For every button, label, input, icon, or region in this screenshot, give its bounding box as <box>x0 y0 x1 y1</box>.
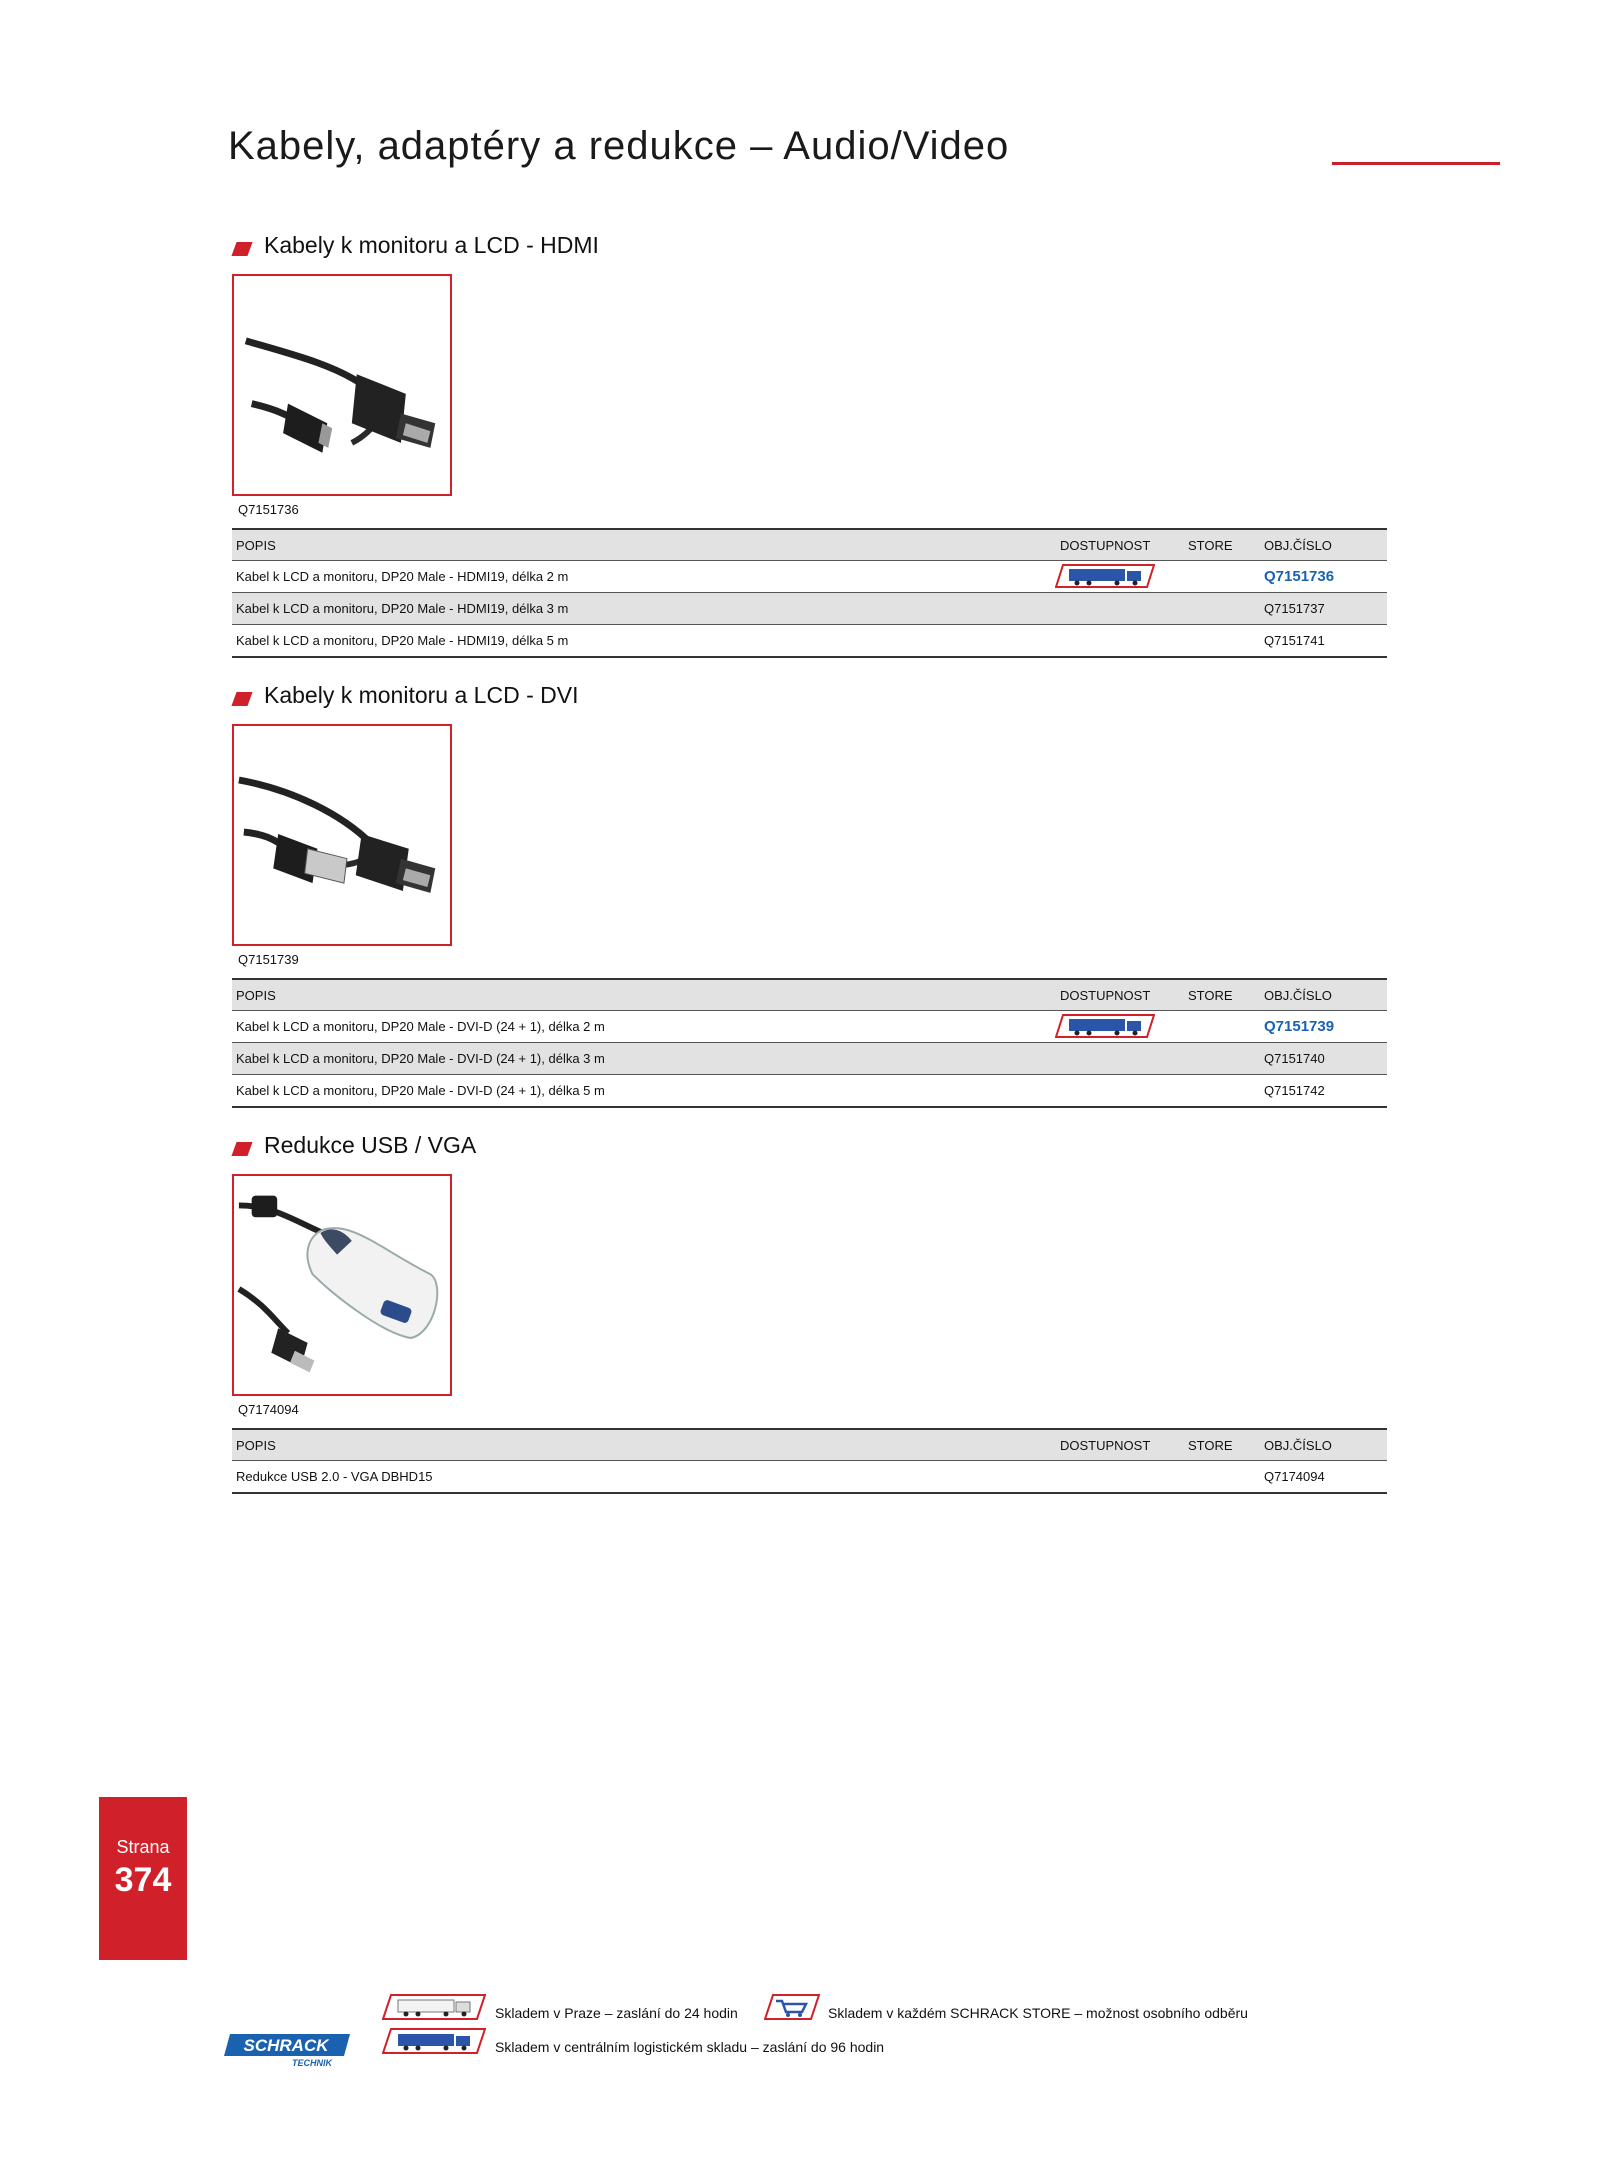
legend-prague: Skladem v Praze – zaslání do 24 hodin <box>495 2005 738 2021</box>
cable-dp-dvi-illustration <box>234 726 450 944</box>
page-number: 374 <box>114 1861 172 1899</box>
col-dostupnost: DOSTUPNOST <box>1060 1438 1151 1453</box>
product-code: Q7151740 <box>1264 1051 1325 1066</box>
section-header <box>232 682 1387 722</box>
product-code: Q7151741 <box>1264 633 1325 648</box>
table-header <box>232 980 1387 1011</box>
table-row <box>232 593 1387 625</box>
product-code: Q7174094 <box>1264 1469 1325 1484</box>
table-row <box>232 1011 1387 1043</box>
col-popis: POPIS <box>236 538 276 553</box>
legend-central: Skladem v centrálním logistickém skladu – zaslání do 96 hodin <box>495 2039 885 2055</box>
page-title: Kabely, adaptéry a redukce – Audio/Video <box>228 124 1010 168</box>
truck-icon <box>1055 564 1155 588</box>
cable-dp-hdmi-illustration <box>234 276 450 494</box>
col-obj: OBJ.ČÍSLO <box>1264 988 1332 1003</box>
table-header <box>232 1430 1387 1461</box>
product-code-link[interactable]: Q7151736 <box>1264 568 1335 585</box>
product-table <box>232 1428 1387 1494</box>
col-popis: POPIS <box>236 988 276 1003</box>
section-title: Redukce USB / VGA <box>264 1132 477 1158</box>
bullet-icon <box>231 692 252 706</box>
section-title: Kabely k monitoru a LCD - DVI <box>264 682 579 708</box>
col-obj: OBJ.ČÍSLO <box>1264 1438 1332 1453</box>
row-popis: Kabel k LCD a monitoru, DP20 Male - HDMI19, délka 2 m <box>236 569 569 584</box>
image-code: Q7151736 <box>238 502 299 517</box>
title-rule <box>1332 162 1500 165</box>
legend-store: Skladem v každém SCHRACK STORE – možnost osobního odběru <box>828 2005 1248 2021</box>
truck-central-icon <box>382 2028 486 2054</box>
col-obj: OBJ.ČÍSLO <box>1264 538 1332 553</box>
col-store: STORE <box>1188 1438 1233 1453</box>
product-image <box>232 724 452 946</box>
section-title: Kabely k monitoru a LCD - HDMI <box>264 232 599 258</box>
table-header <box>232 530 1387 561</box>
logo-sub: TECHNIK <box>292 2058 332 2068</box>
section-usb-vga <box>232 1132 1387 1484</box>
col-store: STORE <box>1188 538 1233 553</box>
usb-vga-adapter-illustration <box>234 1176 450 1394</box>
table-row <box>232 561 1387 593</box>
product-code: Q7151737 <box>1264 601 1325 616</box>
product-table <box>232 528 1387 658</box>
table-row <box>232 1043 1387 1075</box>
row-popis: Kabel k LCD a monitoru, DP20 Male - HDMI19, délka 5 m <box>236 633 569 648</box>
row-popis: Kabel k LCD a monitoru, DP20 Male - HDMI19, délka 3 m <box>236 601 569 616</box>
section-hdmi <box>232 232 1387 648</box>
table-row <box>232 1461 1387 1494</box>
cart-icon <box>764 1994 820 2020</box>
section-header <box>232 232 1387 272</box>
product-code-link[interactable]: Q7151739 <box>1264 1018 1335 1035</box>
table-row <box>232 625 1387 658</box>
image-code: Q7151739 <box>238 952 299 967</box>
bullet-icon <box>231 1142 252 1156</box>
col-dostupnost: DOSTUPNOST <box>1060 538 1151 553</box>
section-dvi <box>232 682 1387 1098</box>
row-popis: Kabel k LCD a monitoru, DP20 Male - DVI-D (24 + 1), délka 2 m <box>236 1019 605 1034</box>
bullet-icon <box>231 242 252 256</box>
row-popis: Kabel k LCD a monitoru, DP20 Male - DVI-D (24 + 1), délka 5 m <box>236 1083 605 1098</box>
schrack-logo <box>224 2032 352 2068</box>
section-header <box>232 1132 1387 1172</box>
row-popis: Kabel k LCD a monitoru, DP20 Male - DVI-D (24 + 1), délka 3 m <box>236 1051 605 1066</box>
product-image <box>232 274 452 496</box>
row-popis: Redukce USB 2.0 - VGA DBHD15 <box>236 1469 433 1484</box>
page-number-tab <box>99 1797 187 1960</box>
truck-icon <box>1055 1014 1155 1038</box>
page-label: Strana <box>116 1837 170 1857</box>
truck-prague-icon <box>382 1994 486 2020</box>
product-code: Q7151742 <box>1264 1083 1325 1098</box>
col-dostupnost: DOSTUPNOST <box>1060 988 1151 1003</box>
logo-name: SCHRACK <box>243 2036 329 2055</box>
col-popis: POPIS <box>236 1438 276 1453</box>
product-image <box>232 1174 452 1396</box>
product-table <box>232 978 1387 1108</box>
col-store: STORE <box>1188 988 1233 1003</box>
image-code: Q7174094 <box>238 1402 299 1417</box>
table-row <box>232 1075 1387 1108</box>
